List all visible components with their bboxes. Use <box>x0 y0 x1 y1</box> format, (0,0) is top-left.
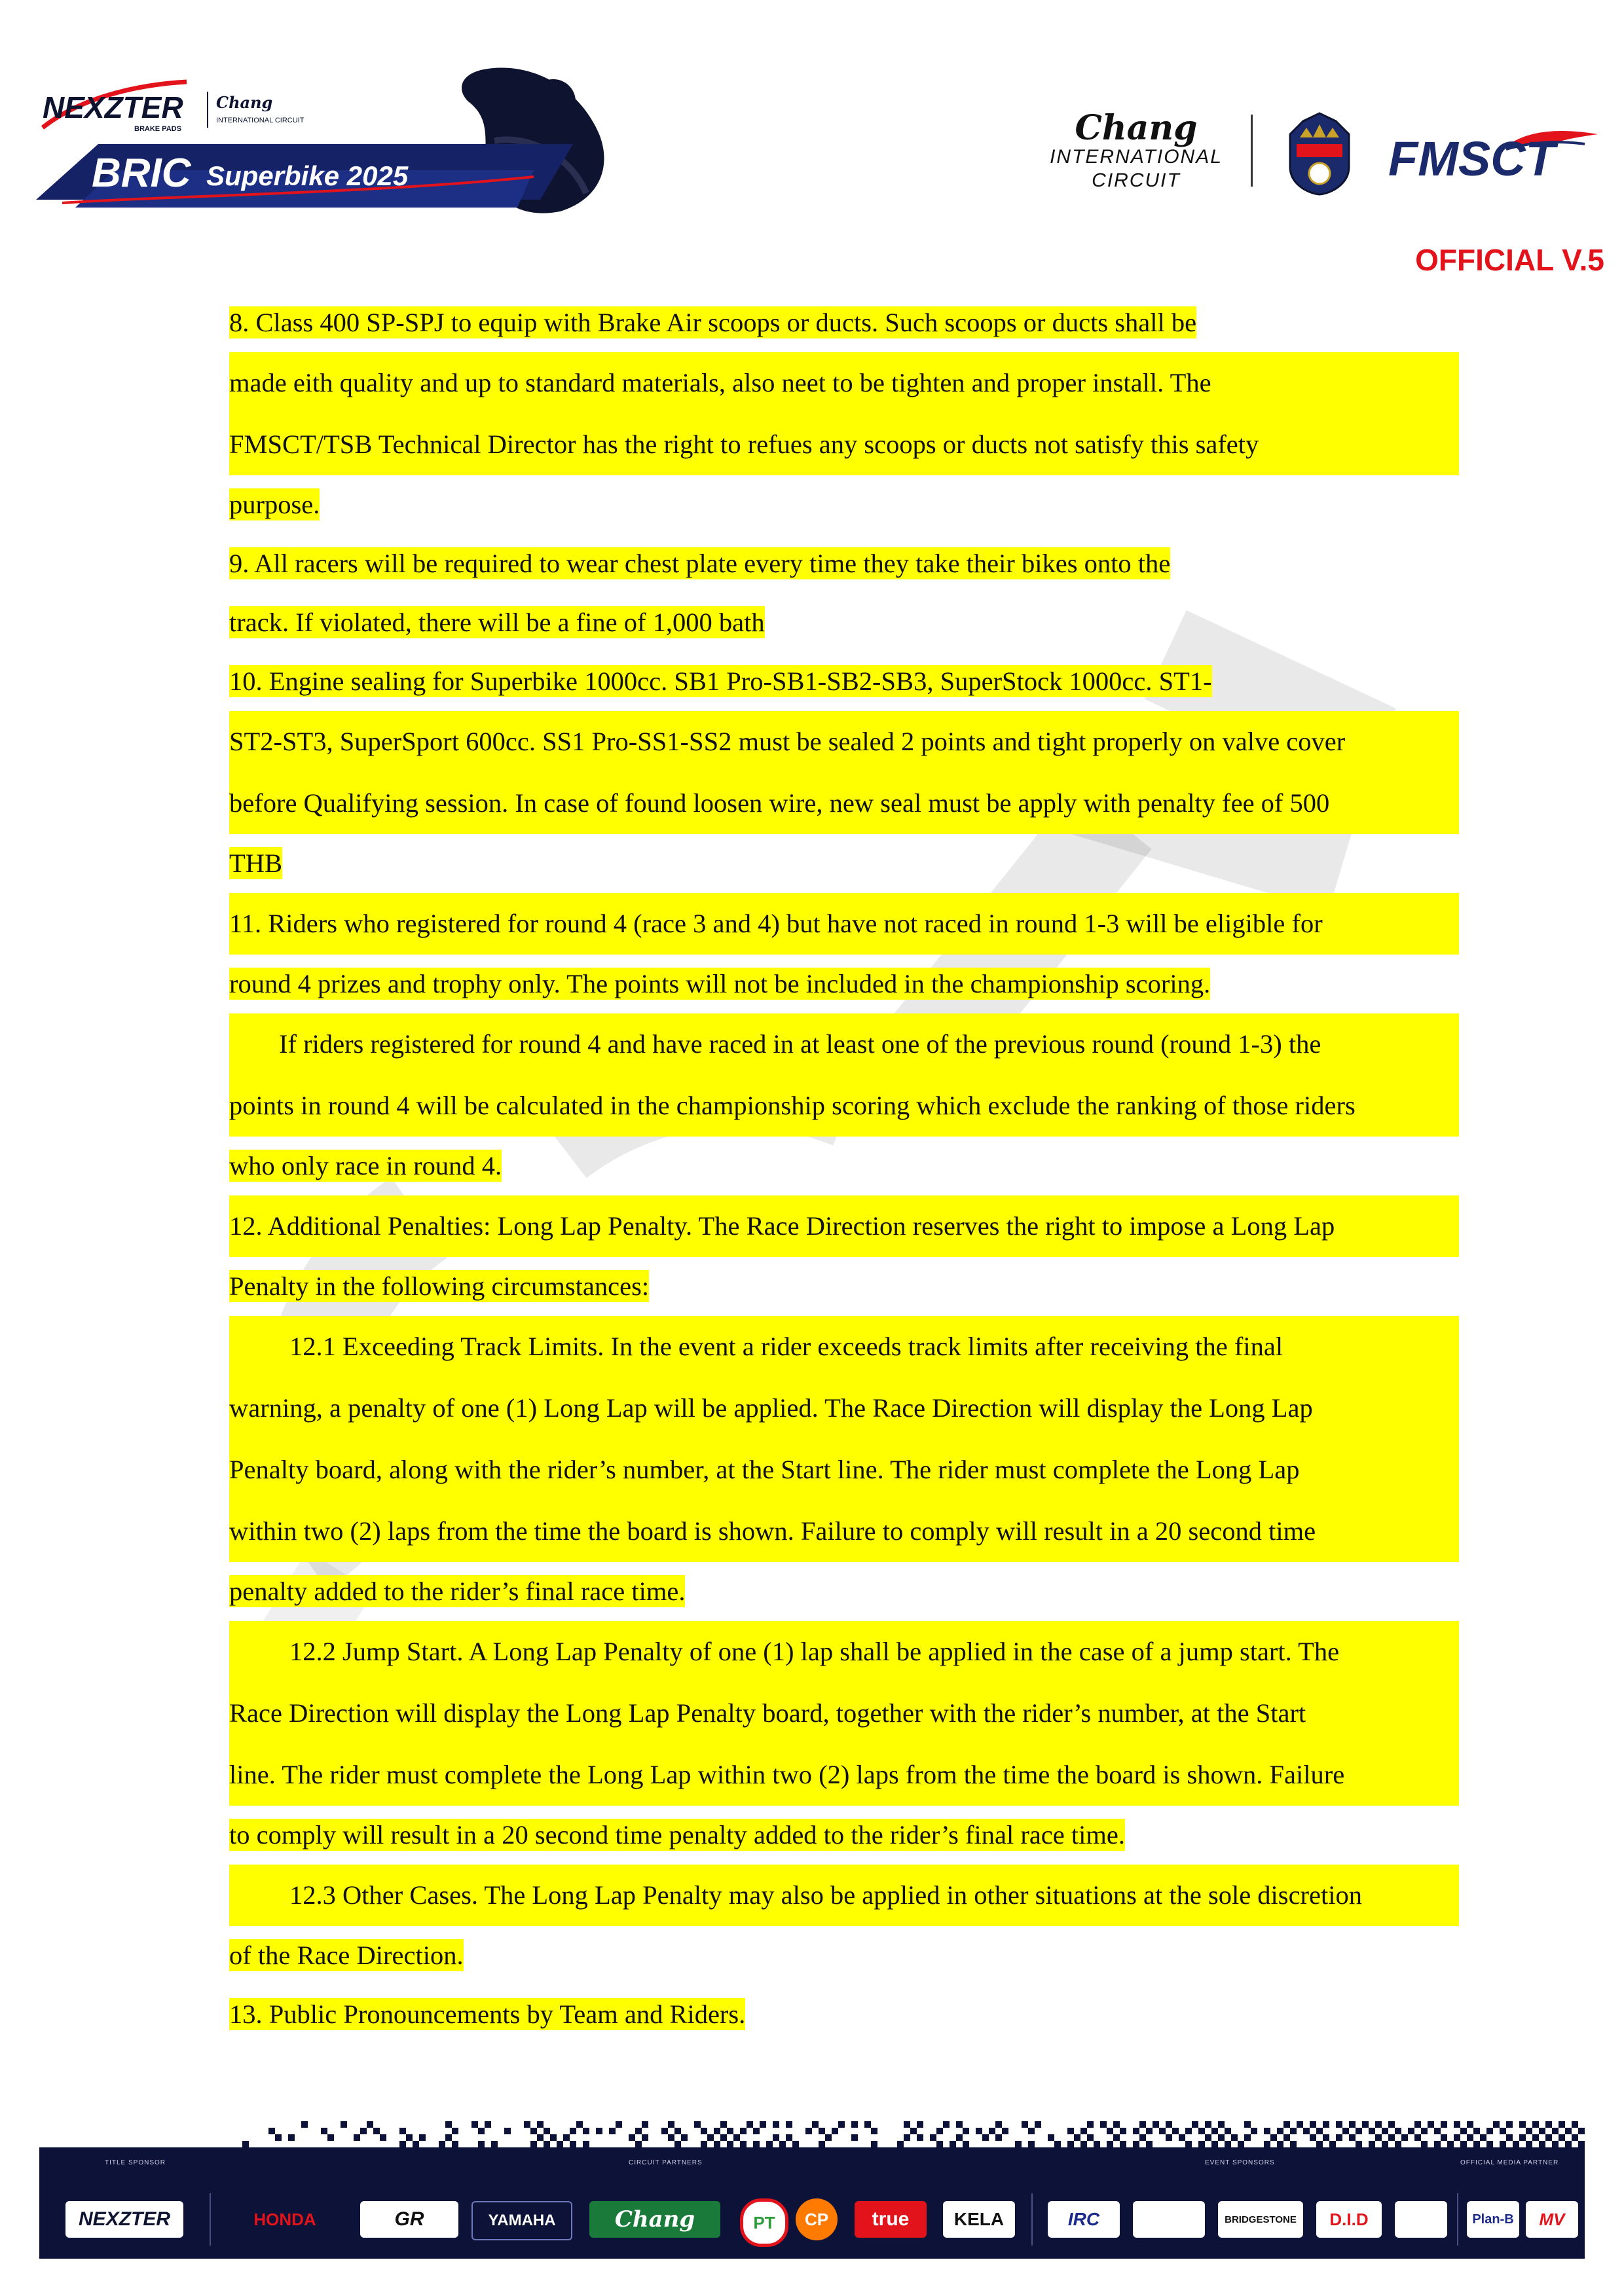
item-12-2-line-3: line. The rider must complete the Long Lap within two (2) laps from the time the board is shown. Failure <box>229 1744 1459 1806</box>
item-12-1-line-4: within two (2) laps from the time the board is shown. Failure to comply will result in a 20 second time <box>229 1501 1459 1562</box>
wheel-sponsor-logo <box>1133 2201 1205 2238</box>
pt-sponsor-logo: PT <box>740 2198 788 2247</box>
item-12-1-line-3: Penalty board, along with the rider’s number, at the Start line. The rider must complete the Long Lap <box>229 1439 1459 1501</box>
honda-sponsor-logo: HONDA <box>253 2209 316 2229</box>
true-sponsor-logo: true <box>855 2201 927 2238</box>
item-8-line-2: made eith quality and up to standard materials, also neet to be tighten and proper install. The <box>229 352 1459 414</box>
item-11-line-3: If riders registered for round 4 and have raced in at least one of the previous round (round 1-3) the <box>229 1013 1459 1075</box>
item-12-line-1: 12. Additional Penalties: Long Lap Penalty. The Race Direction reserves the right to impose a Long Lap <box>229 1195 1459 1257</box>
buriram-circuit-crest-icon <box>1277 108 1362 196</box>
chang-brand-text: Chang <box>1075 108 1198 148</box>
toyota-gazoo-racing-logo: GR <box>360 2201 458 2238</box>
footer-divider <box>1031 2193 1033 2246</box>
item-10-line-1: 10. Engine sealing for Superbike 1000cc. SB1 Pro-SB1-SB2-SB3, SuperStock 1000cc. ST1- <box>229 666 1212 696</box>
chang-sponsor-logo: Chang <box>589 2201 720 2238</box>
fmsct-logo <box>1388 124 1604 183</box>
circuit-partners-caption: CIRCUIT PARTNERS <box>629 2159 703 2166</box>
media-partner-caption: OFFICIAL MEDIA PARTNER <box>1460 2159 1559 2166</box>
kela-sponsor-logo: KELA <box>943 2201 1015 2238</box>
did-chain-logo: D.I.D <box>1316 2201 1382 2238</box>
footer-divider <box>210 2193 211 2246</box>
item-13-line-1: 13. Public Pronouncements by Team and Riders. <box>229 1999 746 2029</box>
sponsor-bar <box>39 2147 1585 2259</box>
item-10-line-4: THB <box>229 848 282 878</box>
item-12-2-line-4: to comply will result in a 20 second time penalty added to the rider’s final race time. <box>229 1820 1125 1850</box>
item-9-line-1: 9. All racers will be required to wear chest plate every time they take their bikes onto the <box>229 549 1171 578</box>
checkered-flag-pattern-icon <box>223 2121 1585 2147</box>
bric-text: BRIC <box>92 151 191 196</box>
item-11-line-4: points in round 4 will be calculated in the championship scoring which exclude the ranking of those riders <box>229 1075 1459 1137</box>
chang-international-circuit-logo <box>1038 108 1234 203</box>
circuit-line1-text: INTERNATIONAL <box>1050 146 1223 168</box>
item-10-line-2: ST2-ST3, SuperSport 600cc. SS1 Pro-SS1-SS2 must be sealed 2 points and tight properly on valve cover <box>229 711 1459 773</box>
bridgestone-battlax-logo: BRIDGESTONE <box>1218 2201 1303 2238</box>
page-header <box>0 0 1624 277</box>
item-12-1-line-5: penalty added to the rider’s final race time. <box>229 1576 686 1606</box>
cp-sponsor-logo: CP <box>796 2198 838 2240</box>
superbike-2025-text: Superbike 2025 <box>206 160 409 191</box>
yamaha-sponsor-logo: YAMAHA <box>471 2201 572 2240</box>
item-12-1-line-2: warning, a penalty of one (1) Long Lap will be applied. The Race Direction will display the Long Lap <box>229 1377 1459 1439</box>
nexzter-sub-text: BRAKE PADS <box>134 125 181 133</box>
item-12-2-line-2: Race Direction will display the Long Lap Penalty board, together with the rider’s number, at the Start <box>229 1683 1459 1744</box>
item-8-line-3: FMSCT/TSB Technical Director has the right to refues any scoops or ducts not satisfy this safety <box>229 414 1459 475</box>
item-12-2-line-1: 12.2 Jump Start. A Long Lap Penalty of one (1) lap shall be applied in the case of a jump start. The <box>229 1621 1459 1683</box>
item-12-1-line-1: 12.1 Exceeding Track Limits. In the event a rider exceeds track limits after receiving the final <box>229 1316 1459 1377</box>
item-9-line-2: track. If violated, there will be a fine of 1,000 bath <box>229 608 765 637</box>
item-10-line-3: before Qualifying session. In case of found loosen wire, new seal must be apply with penalty fee of 500 <box>229 773 1459 834</box>
circuit-line2-text: CIRCUIT <box>1092 170 1181 191</box>
item-11-line-5: who only race in round 4. <box>229 1151 502 1180</box>
chang-small-sub-text: INTERNATIONAL CIRCUIT <box>216 117 304 124</box>
chang-small-logo-text: Chang <box>216 93 273 112</box>
item-12-3-line-1: 12.3 Other Cases. The Long Lap Penalty may also be applied in other situations at the sole discretion <box>229 1865 1459 1926</box>
sponsor-footer <box>39 2121 1585 2259</box>
footer-divider <box>1457 2193 1458 2246</box>
item-8-line-4: purpose. <box>229 490 320 519</box>
item-8-line-1: 8. Class 400 SP-SPJ to equip with Brake Air scoops or ducts. Such scoops or ducts shall be <box>229 308 1197 337</box>
document-body <box>229 293 1459 2044</box>
nexzter-logo-text: NEXZTER <box>43 90 183 124</box>
item-12-3-line-2: of the Race Direction. <box>229 1941 464 1970</box>
fmsct-text: FMSCT <box>1388 132 1555 183</box>
elf-sponsor-logo <box>1395 2201 1447 2238</box>
item-11-line-1: 11. Riders who registered for round 4 (race 3 and 4) but have not raced in round 1-3 will be eligible for <box>229 893 1459 955</box>
bric-superbike-2025-logo <box>36 62 658 219</box>
event-sponsors-caption: EVENT SPONSORS <box>1205 2159 1275 2166</box>
irc-tire-logo: IRC <box>1048 2201 1120 2238</box>
item-12-line-2: Penalty in the following circumstances: <box>229 1271 650 1301</box>
item-11-line-2: round 4 prizes and trophy only. The points will not be included in the championship scoring. <box>229 969 1211 998</box>
plan-b-media-logo: Plan-B <box>1467 2201 1519 2238</box>
nexzter-sponsor-logo: NEXZTER <box>65 2201 183 2238</box>
title-sponsor-caption: TITLE SPONSOR <box>105 2159 166 2166</box>
mv-media-logo: MV <box>1526 2201 1578 2238</box>
document-status-label: OFFICIAL V.5 <box>1415 243 1604 277</box>
header-divider <box>1251 115 1253 187</box>
